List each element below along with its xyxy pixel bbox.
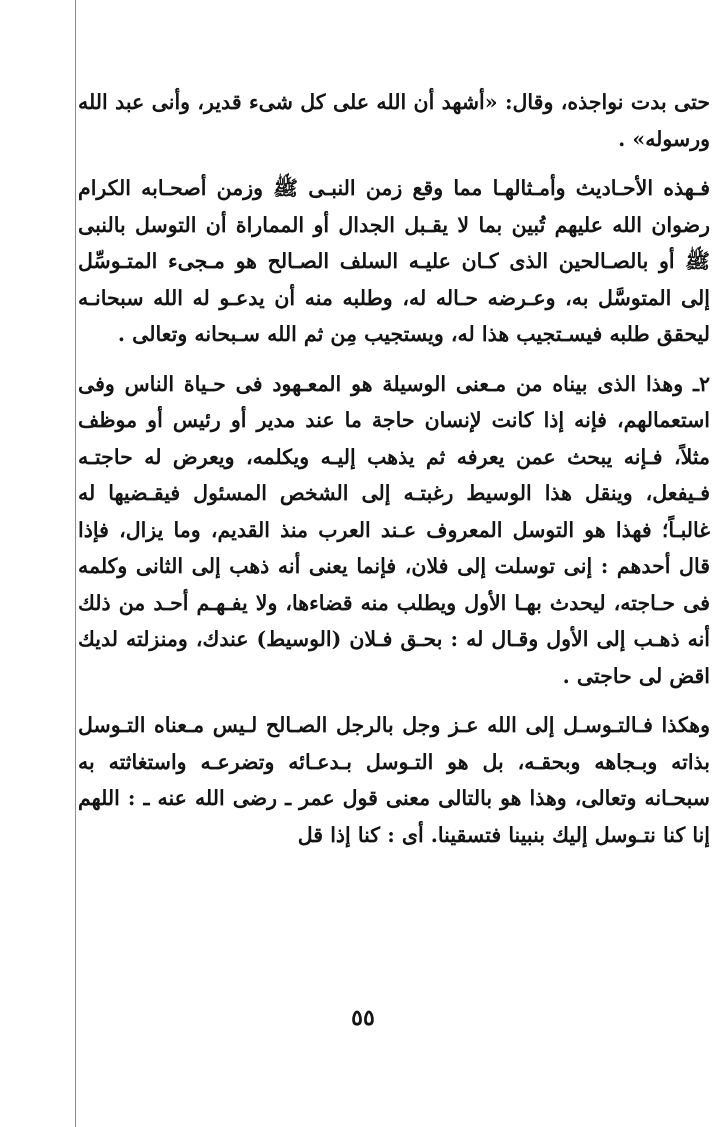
body-text <box>78 84 710 866</box>
paragraph-4: وهكذا فـالتـوسـل إلى الله عـز وجل بالرجل الصـالح لـيس مـعناه التـوسل بذاته وبـجاهه وبحقـه، بل هو التـوسل بـدعـائه وتضرعـه واستغاثته به سبحـانه وتعالى، وهذا هو بالتالى معنى قول عمر ـ رضى الله عنه ـ : اللهم إنا كنا نتـوسل إليك بنبينا فتسقينا. أى : كنا إذا قل <box>78 713 710 847</box>
paragraph-1: حتى بدت نواجذه، وقال: «أشهد أن الله على كل شىء قدير، وأنى عبد الله ورسوله» . <box>78 90 710 151</box>
margin-rule <box>75 0 76 1127</box>
page-number: ٥٥ <box>351 1005 375 1031</box>
paragraph-2: فـهذه الأحـاديث وأمـثالهـا مما وقع زمن النبـى ﷺ وزمن أصحـابه الكرام رضوان الله عليهم تُبين بما لا يقـبل الجدال أو المماراة أن التوسل بالنبى ﷺ أو بالصـالحين الذى كـان عليـه السلف الصـالح هو مـجىء المتـوسِّل إلى المتوسَّل به، وعـرضه حـاله له، وطلبه منه أن يدعـو له الله سبحانـه ليحقق طلبه فيسـتجيب هذا له، ويستجيب مِن ثم الله سـبحانه وتعالى . <box>78 176 710 346</box>
paragraph-3: ٢ـ وهذا الذى بيناه من مـعنى الوسيلة هو المعـهود فى حـياة الناس وفى استعمالهم، فإنه إذا كانت لإنسان حاجة ما عند مدير أو رئيس أو موظف مثلاً، فـإنه يبحث عمن يعرفه ثم يذهب إليـه ويكلمه، ويعرض له حاجتـه فـيفعل، وينقل هذا الوسيط رغبتـه إلى الشخص المسئول فيقـضيها له غالبـاً؛ فهذا هو التوسل المعروف عـند العرب منذ القديم، وما يزال، فإذا قال أحدهم : إنى توسلت إلى فلان، فإنما يعنى أنه ذهب إلى الثانى وكلمه فى حـاجته، ليحدث بهـا الأول ويطلب منه قضاءها، ولا يفـهـم أحـد من ذلك أنه ذهـب إلى الأول وقـال له : بحـق فـلان (الوسيط) عندك، ومنزلته لديك اقض لى حاجتى . <box>78 371 710 688</box>
